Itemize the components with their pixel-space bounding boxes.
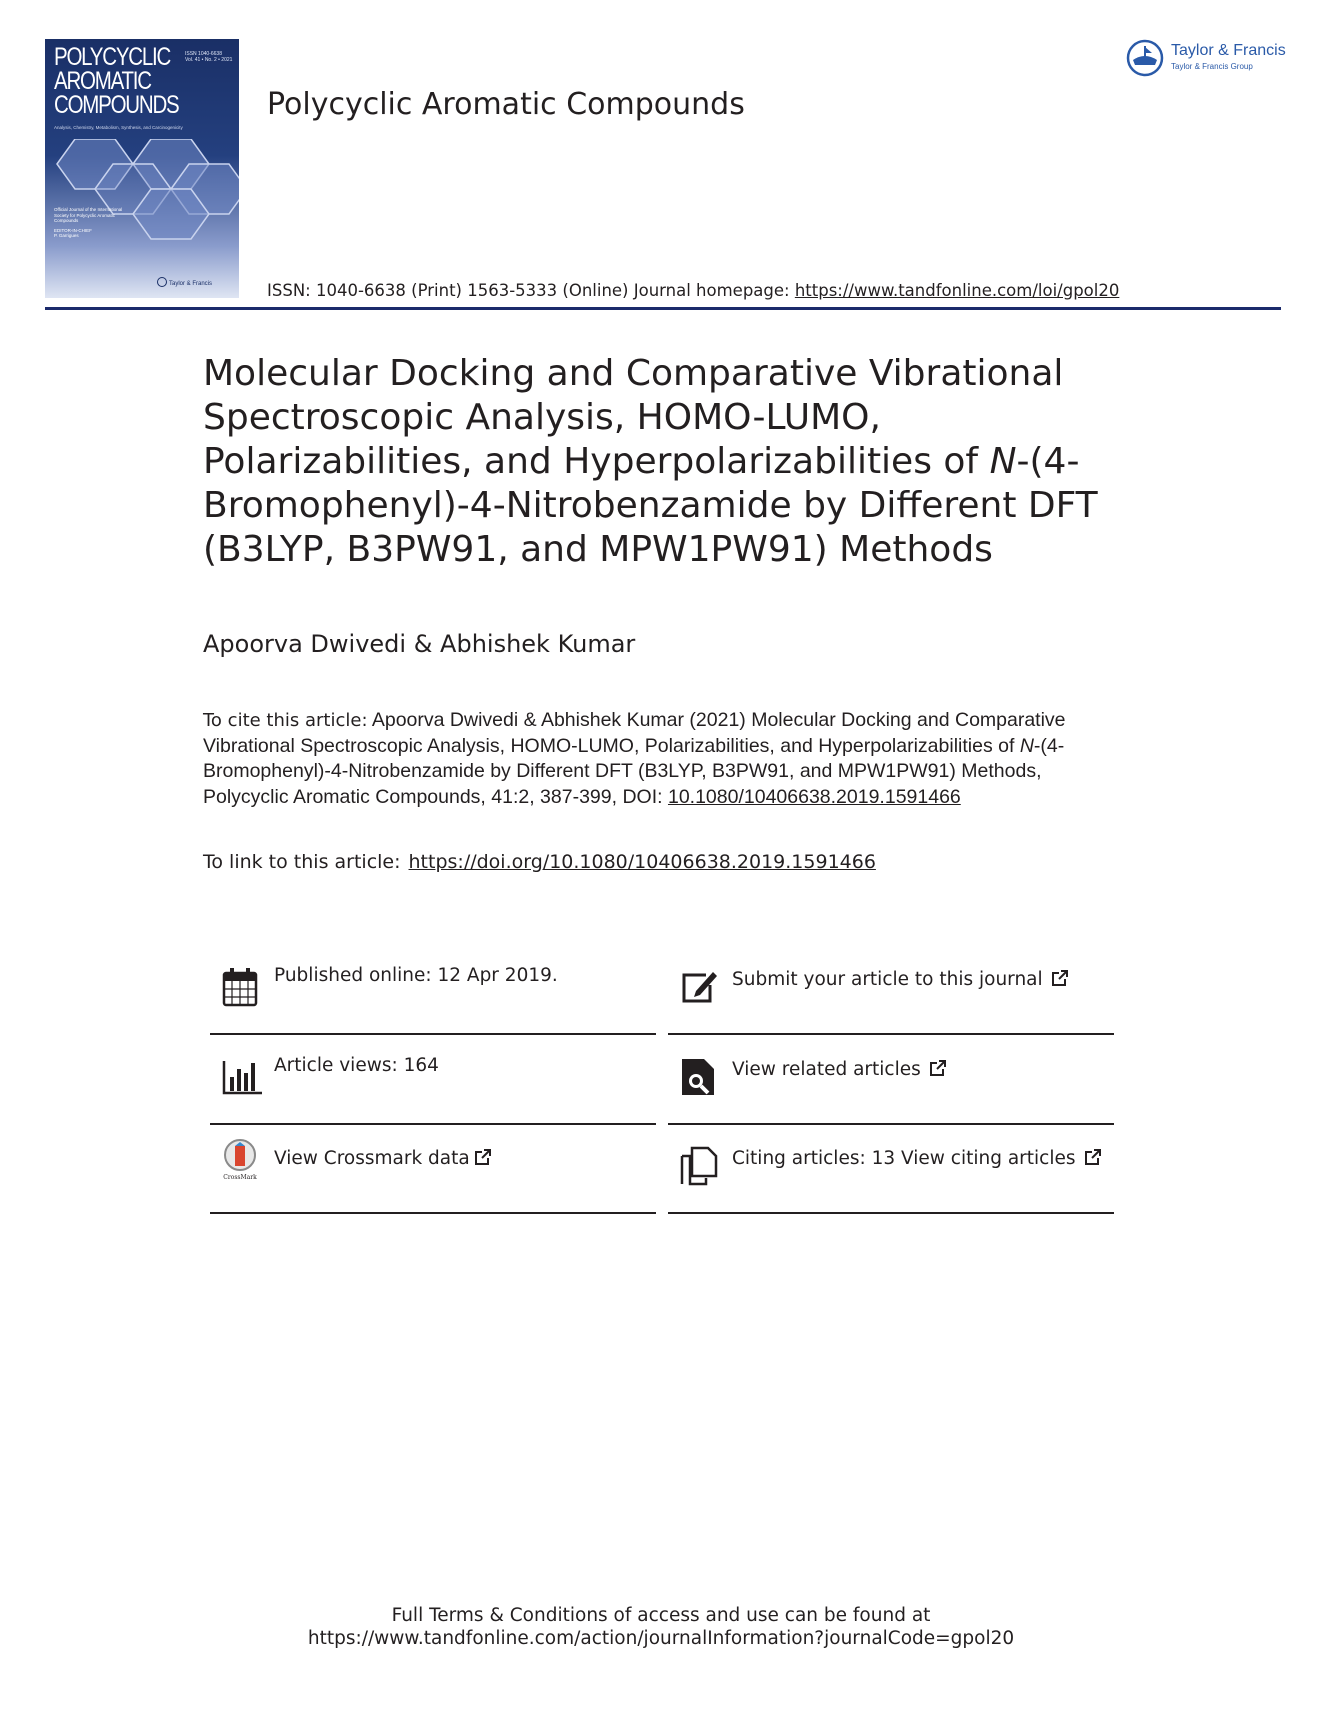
citation-doi-link[interactable]: 10.1080/10406638.2019.1591466 — [667, 785, 961, 808]
related-link[interactable] — [732, 1059, 947, 1080]
search-document-icon — [680, 1057, 716, 1097]
crossmark-box[interactable] — [210, 1124, 656, 1214]
cover-title-line: AROMATIC — [54, 67, 151, 95]
footer-terms-link[interactable]: https://www.tandfonline.com/action/journalInformation?journalCode=gpol20 — [307, 1628, 1015, 1649]
external-link-icon — [1051, 969, 1069, 987]
issn-line — [267, 281, 1119, 300]
citing-link[interactable] — [732, 1148, 1102, 1169]
citation-text: -(4-Bromophenyl)-4-Nitrobenzamide by Different DFT (B3LYP, B3PW91, and MPW1PW91) Methods, Polycyclic Aromatic Compounds, 41:2, 387-399, DOI: — [203, 734, 1065, 808]
title-italic: N — [989, 441, 1017, 482]
published-box — [210, 945, 656, 1035]
citing-text[interactable]: Citing articles: 13 View citing articles — [732, 1148, 1076, 1169]
hexagon-graphic — [45, 139, 239, 259]
cover-editor-label: EDITOR-IN-CHIEF — [54, 227, 92, 233]
submit-text[interactable]: Submit your article to this journal — [732, 969, 1043, 990]
article-link — [203, 851, 876, 873]
article-doi-link[interactable]: https://doi.org/10.1080/10406638.2019.1591466 — [408, 851, 876, 873]
views-text: Article views: 164 — [274, 1055, 439, 1076]
cover-publisher: Taylor & Francis — [169, 281, 213, 287]
title-text: Molecular Docking and Comparative Vibrational Spectroscopic Analysis, HOMO-LUMO, Polarizabilities, and Hyperpolarizabilities of — [203, 353, 1064, 482]
citation-label: To cite this article: — [203, 710, 368, 731]
cover-note-line: Official Journal of the International — [54, 207, 123, 212]
external-link-icon — [1084, 1148, 1102, 1166]
footer — [0, 1604, 1322, 1650]
taylor-francis-logo-icon — [1125, 38, 1167, 78]
publisher-group: Taylor & Francis Group — [1171, 62, 1253, 71]
edit-icon — [680, 967, 720, 1007]
cover-issn-text: ISSN 1040-6638 — [185, 51, 222, 57]
citation-italic: N — [1019, 734, 1034, 757]
cover-volume: Vol. 41 • No. 2 • 2021 — [185, 57, 233, 63]
publisher-name: Taylor & Francis — [1171, 42, 1286, 59]
crossmark-link[interactable] — [274, 1148, 492, 1169]
external-link-icon — [474, 1148, 492, 1166]
journal-cover — [45, 39, 239, 298]
article-title — [203, 352, 1143, 572]
journal-name: Polycyclic Aromatic Compounds — [267, 87, 745, 122]
external-link-icon — [929, 1059, 947, 1077]
citation-text: Apoorva Dwivedi & Abhishek Kumar (2021) Molecular Docking and Comparative Vibrational Spectroscopic Analysis, HOMO-LUMO, Polarizabilities, and Hyperpolarizabilities of — [203, 709, 1066, 757]
related-box[interactable] — [668, 1035, 1114, 1125]
cover-title-line: COMPOUNDS — [54, 91, 179, 119]
cover-logo-icon — [157, 277, 167, 287]
submit-link[interactable] — [732, 969, 1069, 990]
crossmark-logo — [222, 1138, 258, 1186]
citing-box[interactable] — [668, 1124, 1114, 1214]
header-rule — [45, 307, 1281, 310]
cover-editor: P. Garrigues — [54, 233, 79, 238]
cover-title — [54, 45, 178, 117]
calendar-icon — [222, 967, 258, 1007]
journal-homepage-link[interactable]: https://www.tandfonline.com/loi/gpol20 — [794, 281, 1120, 300]
footer-line: Full Terms & Conditions of access and use can be found at — [391, 1605, 931, 1626]
cover-note-line: Society for Polycyclic Aromatic — [54, 212, 116, 218]
authors: Apoorva Dwivedi & Abhishek Kumar — [203, 630, 636, 658]
published-text: Published online: 12 Apr 2019. — [274, 965, 558, 986]
cover-issn — [185, 51, 232, 63]
submit-box[interactable] — [668, 945, 1114, 1035]
cover-note-line: Compounds — [54, 218, 79, 223]
citation — [203, 708, 1103, 810]
bar-chart-icon — [222, 1057, 262, 1097]
crossmark-logo-text: CrossMark — [223, 1174, 257, 1181]
copy-documents-icon — [680, 1146, 718, 1186]
cover-subtitle: Analysis, Chemistry, Metabolism, Synthesis, and Carcinogenicity — [54, 125, 183, 130]
views-box — [210, 1035, 656, 1125]
cover-title-line: POLYCYCLIC — [54, 43, 171, 71]
crossmark-icon — [222, 1138, 258, 1172]
crossmark-text[interactable]: View Crossmark data — [274, 1148, 470, 1169]
cover-notes — [54, 207, 144, 239]
cover-publisher-logo — [157, 277, 212, 287]
related-text[interactable]: View related articles — [732, 1059, 921, 1080]
issn-text: ISSN: 1040-6638 (Print) 1563-5333 (Online) Journal homepage: — [267, 281, 795, 300]
title-text: -(4-Bromophenyl)-4-Nitrobenzamide by Different DFT (B3LYP, B3PW91, and MPW1PW91) Methods — [203, 441, 1098, 570]
link-label: To link to this article: — [203, 851, 401, 873]
